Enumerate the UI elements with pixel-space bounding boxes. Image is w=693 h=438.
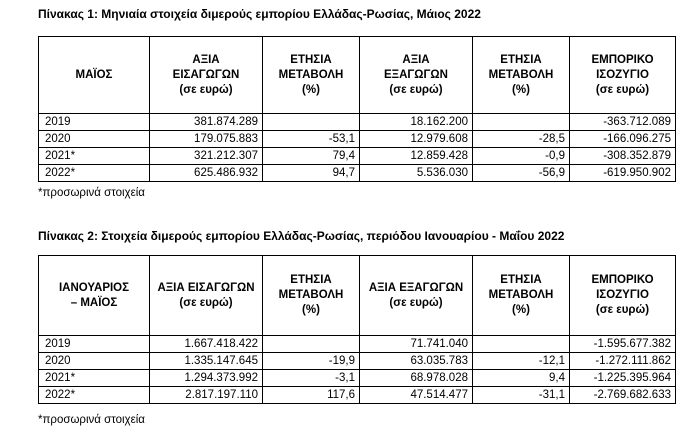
table-row: [39, 131, 676, 148]
table2-header-period: ΙΑΝΟΥΑΡΙΟΣ – ΜΑΪΟΣ: [39, 256, 150, 336]
exports-change-cell: -31,1: [473, 387, 570, 404]
table2: [38, 255, 676, 404]
year-cell: 2021*: [39, 370, 150, 387]
imports-cell: 179.075.883: [150, 131, 263, 148]
table2-header-imports: ΑΞΙΑ ΕΙΣΑΓΩΓΩΝ (σε ευρώ): [150, 256, 263, 336]
imports-cell: 381.874.289: [150, 114, 263, 131]
exports-cell: 12.859.428: [360, 148, 473, 165]
table1-header-imports: ΑΞΙΑ ΕΙΣΑΓΩΓΩΝ (σε ευρώ): [150, 37, 263, 114]
table2-header-balance: ΕΜΠΟΡΙΚΟ ΙΣΟΖΥΓΙΟ (σε ευρώ): [570, 256, 676, 336]
table-row: [39, 165, 676, 182]
table-row: [39, 336, 676, 353]
year-cell: 2021*: [39, 148, 150, 165]
table2-header-exports-change: ΕΤΗΣΙΑ ΜΕΤΑΒΟΛΗ (%): [473, 256, 570, 336]
imports-change-cell: 79,4: [263, 148, 360, 165]
table1-header-exports: ΑΞΙΑ ΕΞΑΓΩΓΩΝ (σε ευρώ): [360, 37, 473, 114]
table1-header-month: ΜΑΪΟΣ: [39, 37, 150, 114]
exports-change-cell: -56,9: [473, 165, 570, 182]
exports-change-cell: -28,5: [473, 131, 570, 148]
exports-cell: 12.979.608: [360, 131, 473, 148]
imports-change-cell: -19,9: [263, 353, 360, 370]
imports-change-cell: [263, 114, 360, 131]
imports-cell: 321.212.307: [150, 148, 263, 165]
table1-footnote: *προσωρινά στοιχεία: [38, 187, 145, 199]
imports-change-cell: [263, 336, 360, 353]
exports-cell: 47.514.477: [360, 387, 473, 404]
imports-cell: 625.486.932: [150, 165, 263, 182]
exports-cell: 71.741.040: [360, 336, 473, 353]
exports-change-cell: -12,1: [473, 353, 570, 370]
exports-change-cell: [473, 336, 570, 353]
table2-footnote: *προσωρινά στοιχεία: [38, 414, 145, 426]
table-row: [39, 387, 676, 404]
table2-caption: Πίνακας 2: Στοιχεία διμερούς εμπορίου Ελλάδας-Ρωσίας, περιόδου Ιανουαρίου - Μαΐου 2022: [38, 229, 565, 243]
imports-change-cell: 117,6: [263, 387, 360, 404]
balance-cell: -1.595.677.382: [570, 336, 676, 353]
table2-header-row: [39, 256, 676, 336]
exports-cell: 5.536.030: [360, 165, 473, 182]
imports-change-cell: -3,1: [263, 370, 360, 387]
imports-change-cell: -53,1: [263, 131, 360, 148]
table1-header-imports-change: ΕΤΗΣΙΑ ΜΕΤΑΒΟΛΗ (%): [263, 37, 360, 114]
exports-cell: 63.035.783: [360, 353, 473, 370]
table1-caption: Πίνακας 1: Μηνιαία στοιχεία διμερούς εμπορίου Ελλάδας-Ρωσίας, Μάιος 2022: [38, 7, 481, 21]
table2-header-imports-change: ΕΤΗΣΙΑ ΜΕΤΑΒΟΛΗ (%): [263, 256, 360, 336]
exports-change-cell: -0,9: [473, 148, 570, 165]
balance-cell: -1.272.111.862: [570, 353, 676, 370]
table-row: [39, 148, 676, 165]
balance-cell: -308.352.879: [570, 148, 676, 165]
table1-header-exports-change: ΕΤΗΣΙΑ ΜΕΤΑΒΟΛΗ (%): [473, 37, 570, 114]
table2-header-exports: ΑΞΙΑ ΕΞΑΓΩΓΩΝ (σε ευρώ): [360, 256, 473, 336]
table-row: [39, 353, 676, 370]
year-cell: 2020: [39, 353, 150, 370]
table-row: [39, 370, 676, 387]
year-cell: 2022*: [39, 165, 150, 182]
exports-change-cell: 9,4: [473, 370, 570, 387]
imports-cell: 2.817.197.110: [150, 387, 263, 404]
balance-cell: -2.769.682.633: [570, 387, 676, 404]
balance-cell: -619.950.902: [570, 165, 676, 182]
imports-cell: 1.335.147.645: [150, 353, 263, 370]
exports-cell: 18.162.200: [360, 114, 473, 131]
imports-change-cell: 94,7: [263, 165, 360, 182]
table1: [38, 36, 676, 182]
exports-cell: 68.978.028: [360, 370, 473, 387]
table1-header-row: [39, 37, 676, 114]
balance-cell: -166.096.275: [570, 131, 676, 148]
year-cell: 2022*: [39, 387, 150, 404]
year-cell: 2019: [39, 336, 150, 353]
table1-header-balance: ΕΜΠΟΡΙΚΟ ΙΣΟΖΥΓΙΟ (σε ευρώ): [570, 37, 676, 114]
table-row: [39, 114, 676, 131]
exports-change-cell: [473, 114, 570, 131]
imports-cell: 1.667.418.422: [150, 336, 263, 353]
imports-cell: 1.294.373.992: [150, 370, 263, 387]
balance-cell: -1.225.395.964: [570, 370, 676, 387]
balance-cell: -363.712.089: [570, 114, 676, 131]
year-cell: 2020: [39, 131, 150, 148]
year-cell: 2019: [39, 114, 150, 131]
